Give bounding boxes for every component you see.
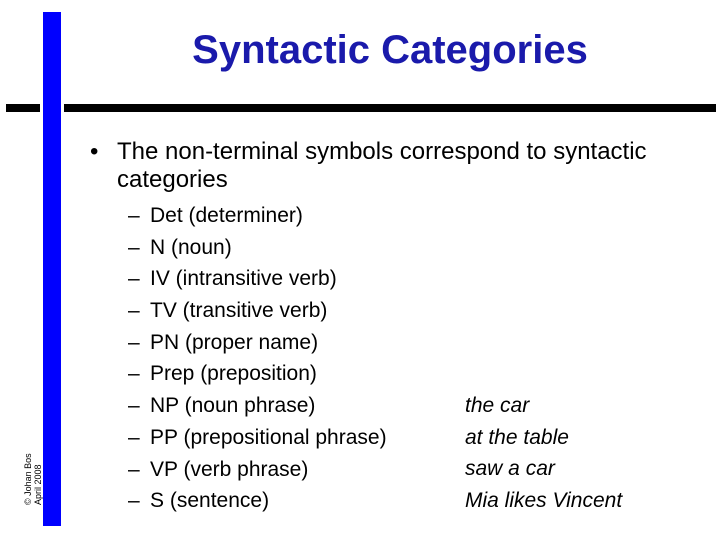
dash-marker: – [128, 457, 140, 481]
example-phrase: the car [465, 394, 530, 417]
category-label: Det (determiner) [150, 204, 303, 227]
category-label: PN (proper name) [150, 330, 319, 354]
dash-marker: – [128, 299, 140, 323]
bullet-text: The non-terminal symbols correspond to syntactic categories [117, 138, 647, 193]
dash-marker: – [128, 425, 140, 449]
example-list [465, 392, 622, 519]
dash-marker: – [128, 267, 140, 291]
copyright-author: © Johan Bos [23, 453, 33, 505]
title-rule-left [6, 104, 40, 112]
dash-marker: – [128, 362, 140, 386]
title-rule-right [64, 104, 716, 112]
category-label: IV (intransitive verb) [150, 267, 337, 291]
category-label: S (sentence) [150, 489, 270, 513]
dash-marker: – [128, 235, 140, 259]
bullet-marker: • [90, 138, 99, 165]
dash-marker: – [128, 330, 140, 354]
copyright-note [23, 385, 43, 505]
category-label: PP (prepositional phrase) [150, 425, 387, 449]
category-label: VP (verb phrase) [150, 457, 309, 481]
example-phrase: saw a car [465, 457, 555, 481]
category-label: TV (transitive verb) [150, 299, 328, 323]
category-label: NP (noun phrase) [150, 394, 316, 418]
dash-marker: – [128, 394, 140, 418]
slide-title: Syntactic Categories [192, 28, 588, 72]
category-label: N (noun) [150, 235, 232, 259]
dash-marker: – [128, 489, 140, 513]
copyright-date: April 2008 [33, 464, 43, 505]
dash-marker: – [128, 204, 140, 227]
example-phrase: Mia likes Vincent [465, 489, 623, 513]
example-phrase: at the table [465, 425, 569, 449]
category-label: Prep (preposition) [150, 362, 317, 386]
blue-accent-bar [43, 12, 61, 526]
